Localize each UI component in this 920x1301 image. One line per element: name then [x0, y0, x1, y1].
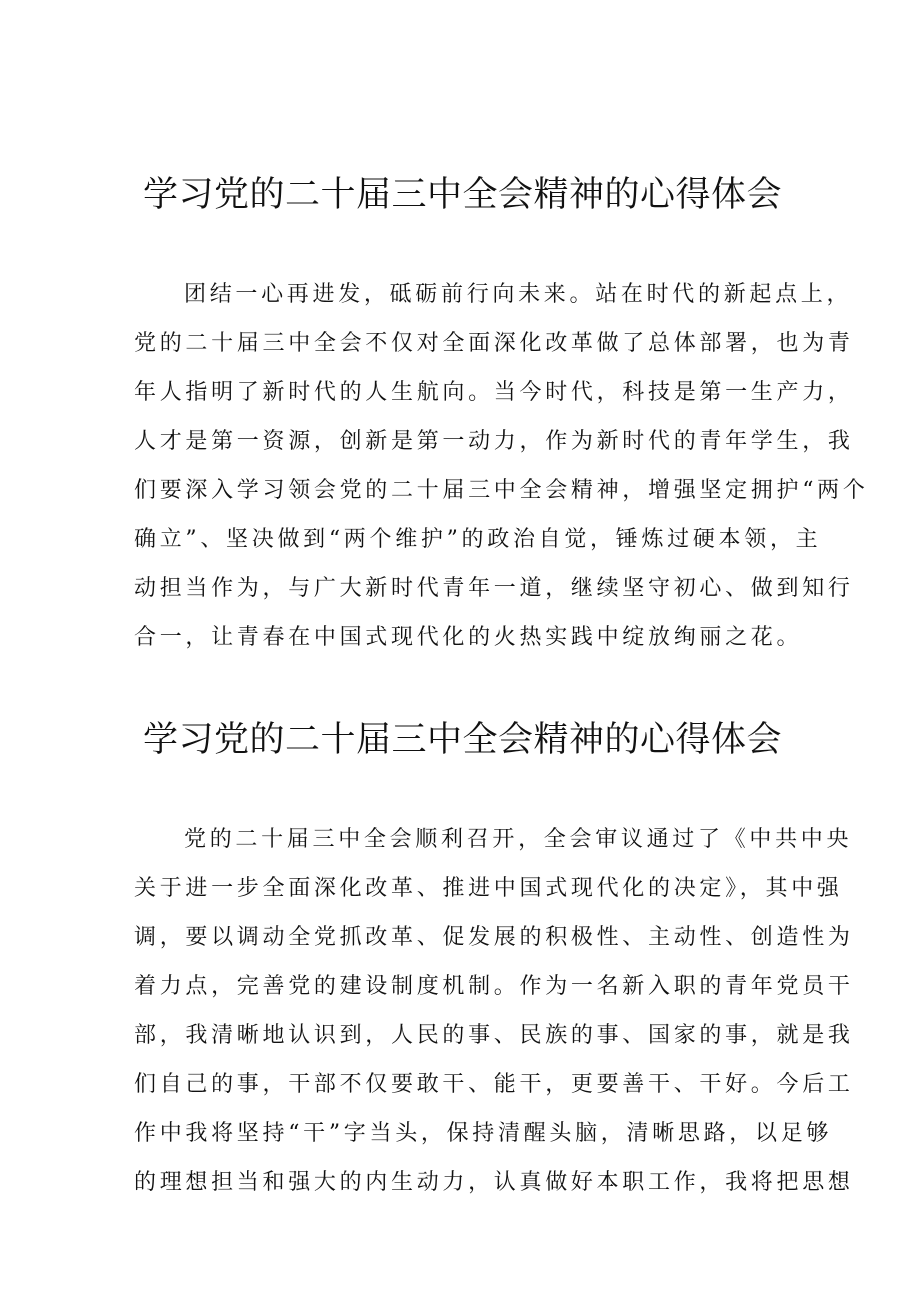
section-1-title: 学习党的二十届三中全会精神的心得体会 — [143, 175, 783, 215]
paragraph-line: 的理想担当和强大的内生动力，认真做好本职工作，我将把思想 — [134, 1170, 854, 1195]
paragraph-line: 动担当作为，与广大新时代青年一道，继续坚守初心、做到知行 — [134, 576, 854, 601]
paragraph-line: 合一，让青春在中国式现代化的火热实践中绽放绚丽之花。 — [134, 625, 803, 650]
paragraph-line: 调，要以调动全党抓改革、促发展的积极性、主动性、创造性为 — [134, 925, 854, 950]
paragraph-line: 部，我清晰地认识到，人民的事、民族的事、国家的事，就是我 — [134, 1023, 854, 1048]
paragraph-line: 党的二十届三中全会不仅对全面深化改革做了总体部署，也为青 — [134, 331, 854, 356]
paragraph-line: 着力点，完善党的建设制度机制。作为一名新入职的青年党员干 — [134, 974, 854, 999]
paragraph-line: 关于进一步全面深化改革、推进中国式现代化的决定》，其中强 — [134, 876, 843, 901]
paragraph-line: 党的二十届三中全会顺利召开，全会审议通过了《中共中央 — [184, 827, 853, 852]
paragraph-line: 人才是第一资源，创新是第一动力，作为新时代的青年学生，我 — [134, 429, 854, 454]
section-2-paragraph — [134, 815, 854, 1207]
paragraph-line: 们要深入学习领会党的二十届三中全会精神，增强坚定拥护“两个 — [134, 478, 869, 503]
paragraph-line: 们自己的事，干部不仅要敢干、能干，更要善干、干好。今后工 — [134, 1072, 854, 1097]
paragraph-line: 年人指明了新时代的人生航向。当今时代，科技是第一生产力， — [134, 380, 854, 405]
paragraph-line: 作中我将坚持“干”字当头，保持清醒头脑，清晰思路，以足够 — [134, 1121, 833, 1146]
section-2-title: 学习党的二十届三中全会精神的心得体会 — [143, 720, 783, 760]
section-1-paragraph — [134, 270, 869, 662]
paragraph-line: 团结一心再进发，砥砺前行向未来。站在时代的新起点上， — [184, 282, 853, 307]
paragraph-line: 确立”、坚决做到“两个维护”的政治自觉，锤炼过硬本领，主 — [134, 527, 822, 552]
